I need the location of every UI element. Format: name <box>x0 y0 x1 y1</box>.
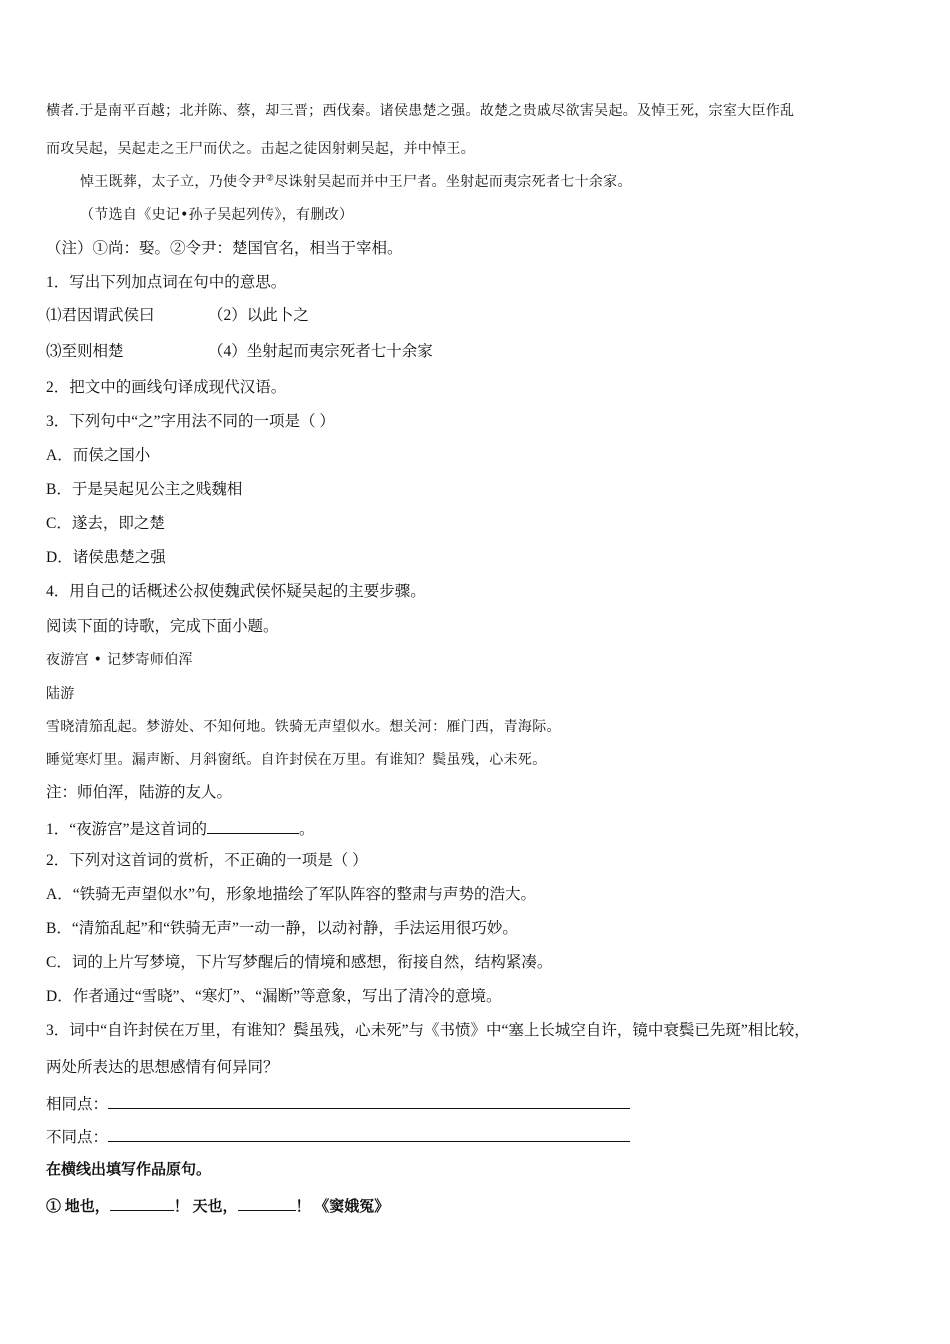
diff-point-blank[interactable] <box>108 1125 630 1142</box>
q2-1-blank[interactable] <box>207 817 299 834</box>
passage-line-2: 而攻吴起，吴起走之王尸而伏之。击起之徒因射刺吴起，并中悼王。 <box>46 141 475 157</box>
fill-q1-blank-1[interactable] <box>110 1194 174 1211</box>
diff-point-row <box>46 1125 630 1148</box>
poem-note: 注：师伯浑，陆游的友人。 <box>46 784 233 801</box>
same-point-row <box>46 1092 630 1115</box>
q1-3-option-a: A．而侯之国小 <box>46 447 151 464</box>
poem-stanza-2: 睡觉寒灯里。漏声断、月斜窗纸。自许封侯在万里。有谁知？鬓虽残，心未死。 <box>46 752 547 768</box>
q2-2-option-c: C．词的上片写梦境，下片写梦醒后的情境和感想，衔接自然，结构紧凑。 <box>46 954 553 971</box>
q1-2-stem: 2．把文中的画线句译成现代汉语。 <box>46 379 287 396</box>
poem-stanza-1: 雪晓清笳乱起。梦游处、不知何地。铁骑无声望似水。想关河：雁门西，青海际。 <box>46 719 561 735</box>
poem-title: 夜游宫 • 记梦寄师伯浑 <box>46 652 193 668</box>
q1-4-stem: 4．用自己的话概述公叔使魏武侯怀疑吴起的主要步骤。 <box>46 583 426 600</box>
diff-point-label: 不同点： <box>46 1129 109 1146</box>
poem-intro: 阅读下面的诗歌，完成下面小题。 <box>46 618 279 635</box>
q2-1-stem <box>46 817 315 840</box>
passage-line-3 <box>80 172 632 192</box>
fill-q1-c: ！ 《窦娥冤》 <box>295 1199 390 1215</box>
q1-3-option-c: C．遂去，即之楚 <box>46 515 165 532</box>
passage-line-3-b: 尽诛射吴起而并中王尸者。坐射起而夷宗死者七十余家。 <box>274 174 632 190</box>
passage-source: （节选自《史记•孙子吴起列传》，有删改） <box>80 207 354 223</box>
q2-2-stem: 2．下列对这首词的赏析，不正确的一项是（ ） <box>46 852 368 869</box>
q1-1-item-2: （2）以此卜之 <box>208 307 309 324</box>
footnote-marker: ② <box>265 173 275 184</box>
q1-3-stem: 3．下列句中“之”字用法不同的一项是（ ） <box>46 413 335 430</box>
q1-1-stem: 1．写出下列加点词在句中的意思。 <box>46 274 287 291</box>
q1-1-item-1: ⑴君因谓武侯曰 <box>46 307 155 324</box>
q2-3-stem-line-2: 两处所表达的思想感情有何异同？ <box>46 1059 279 1076</box>
q2-2-option-b: B．“清笳乱起”和“铁骑无声”一动一静，以动衬静，手法运用很巧妙。 <box>46 920 518 937</box>
passage-line-3-a: 悼王既葬，太子立，乃使令尹 <box>80 174 266 190</box>
passage-line-1: 横者.于是南平百越；北并陈、蔡，却三晋；西伐秦。诸侯患楚之强。故楚之贵戚尽欲害吴起。及悼王死，宗室大臣作乱 <box>46 103 795 119</box>
q2-2-option-a: A．“铁骑无声望似水”句，形象地描绘了军队阵容的整肃与声势的浩大。 <box>46 886 536 903</box>
q1-1-item-3: ⑶至则相楚 <box>46 343 124 360</box>
q2-3-stem-line-1: 3．词中“自许封侯在万里，有谁知？鬓虽残，心未死”与《书愤》中“塞上长城空自许，镜中衰鬓已先斑”相比较， <box>46 1022 810 1039</box>
fill-q1-b: ！ 天也， <box>173 1199 238 1215</box>
fill-heading: 在横线出填写作品原句。 <box>46 1162 212 1178</box>
q1-1-item-4: （4）坐射起而夷宗死者七十余家 <box>208 343 433 360</box>
same-point-label: 相同点： <box>46 1096 109 1113</box>
q2-1-period: 。 <box>299 821 315 838</box>
q2-2-option-d: D．作者通过“雪晓”、“寒灯”、“漏断”等意象，写出了清冷的意境。 <box>46 988 502 1005</box>
poem-author: 陆游 <box>46 686 75 702</box>
q1-3-option-b: B．于是吴起见公主之贱魏相 <box>46 481 243 498</box>
q2-1-text: 1．“夜游宫”是这首词的 <box>46 821 208 838</box>
passage-note: （注）①尚：娶。②令尹：楚国官名，相当于宰相。 <box>46 240 403 257</box>
q1-3-option-d: D．诸侯患楚之强 <box>46 549 166 566</box>
fill-q1-a: ① 地也， <box>46 1199 110 1215</box>
fill-q1 <box>46 1194 389 1217</box>
fill-q1-blank-2[interactable] <box>238 1194 296 1211</box>
same-point-blank[interactable] <box>108 1092 630 1109</box>
